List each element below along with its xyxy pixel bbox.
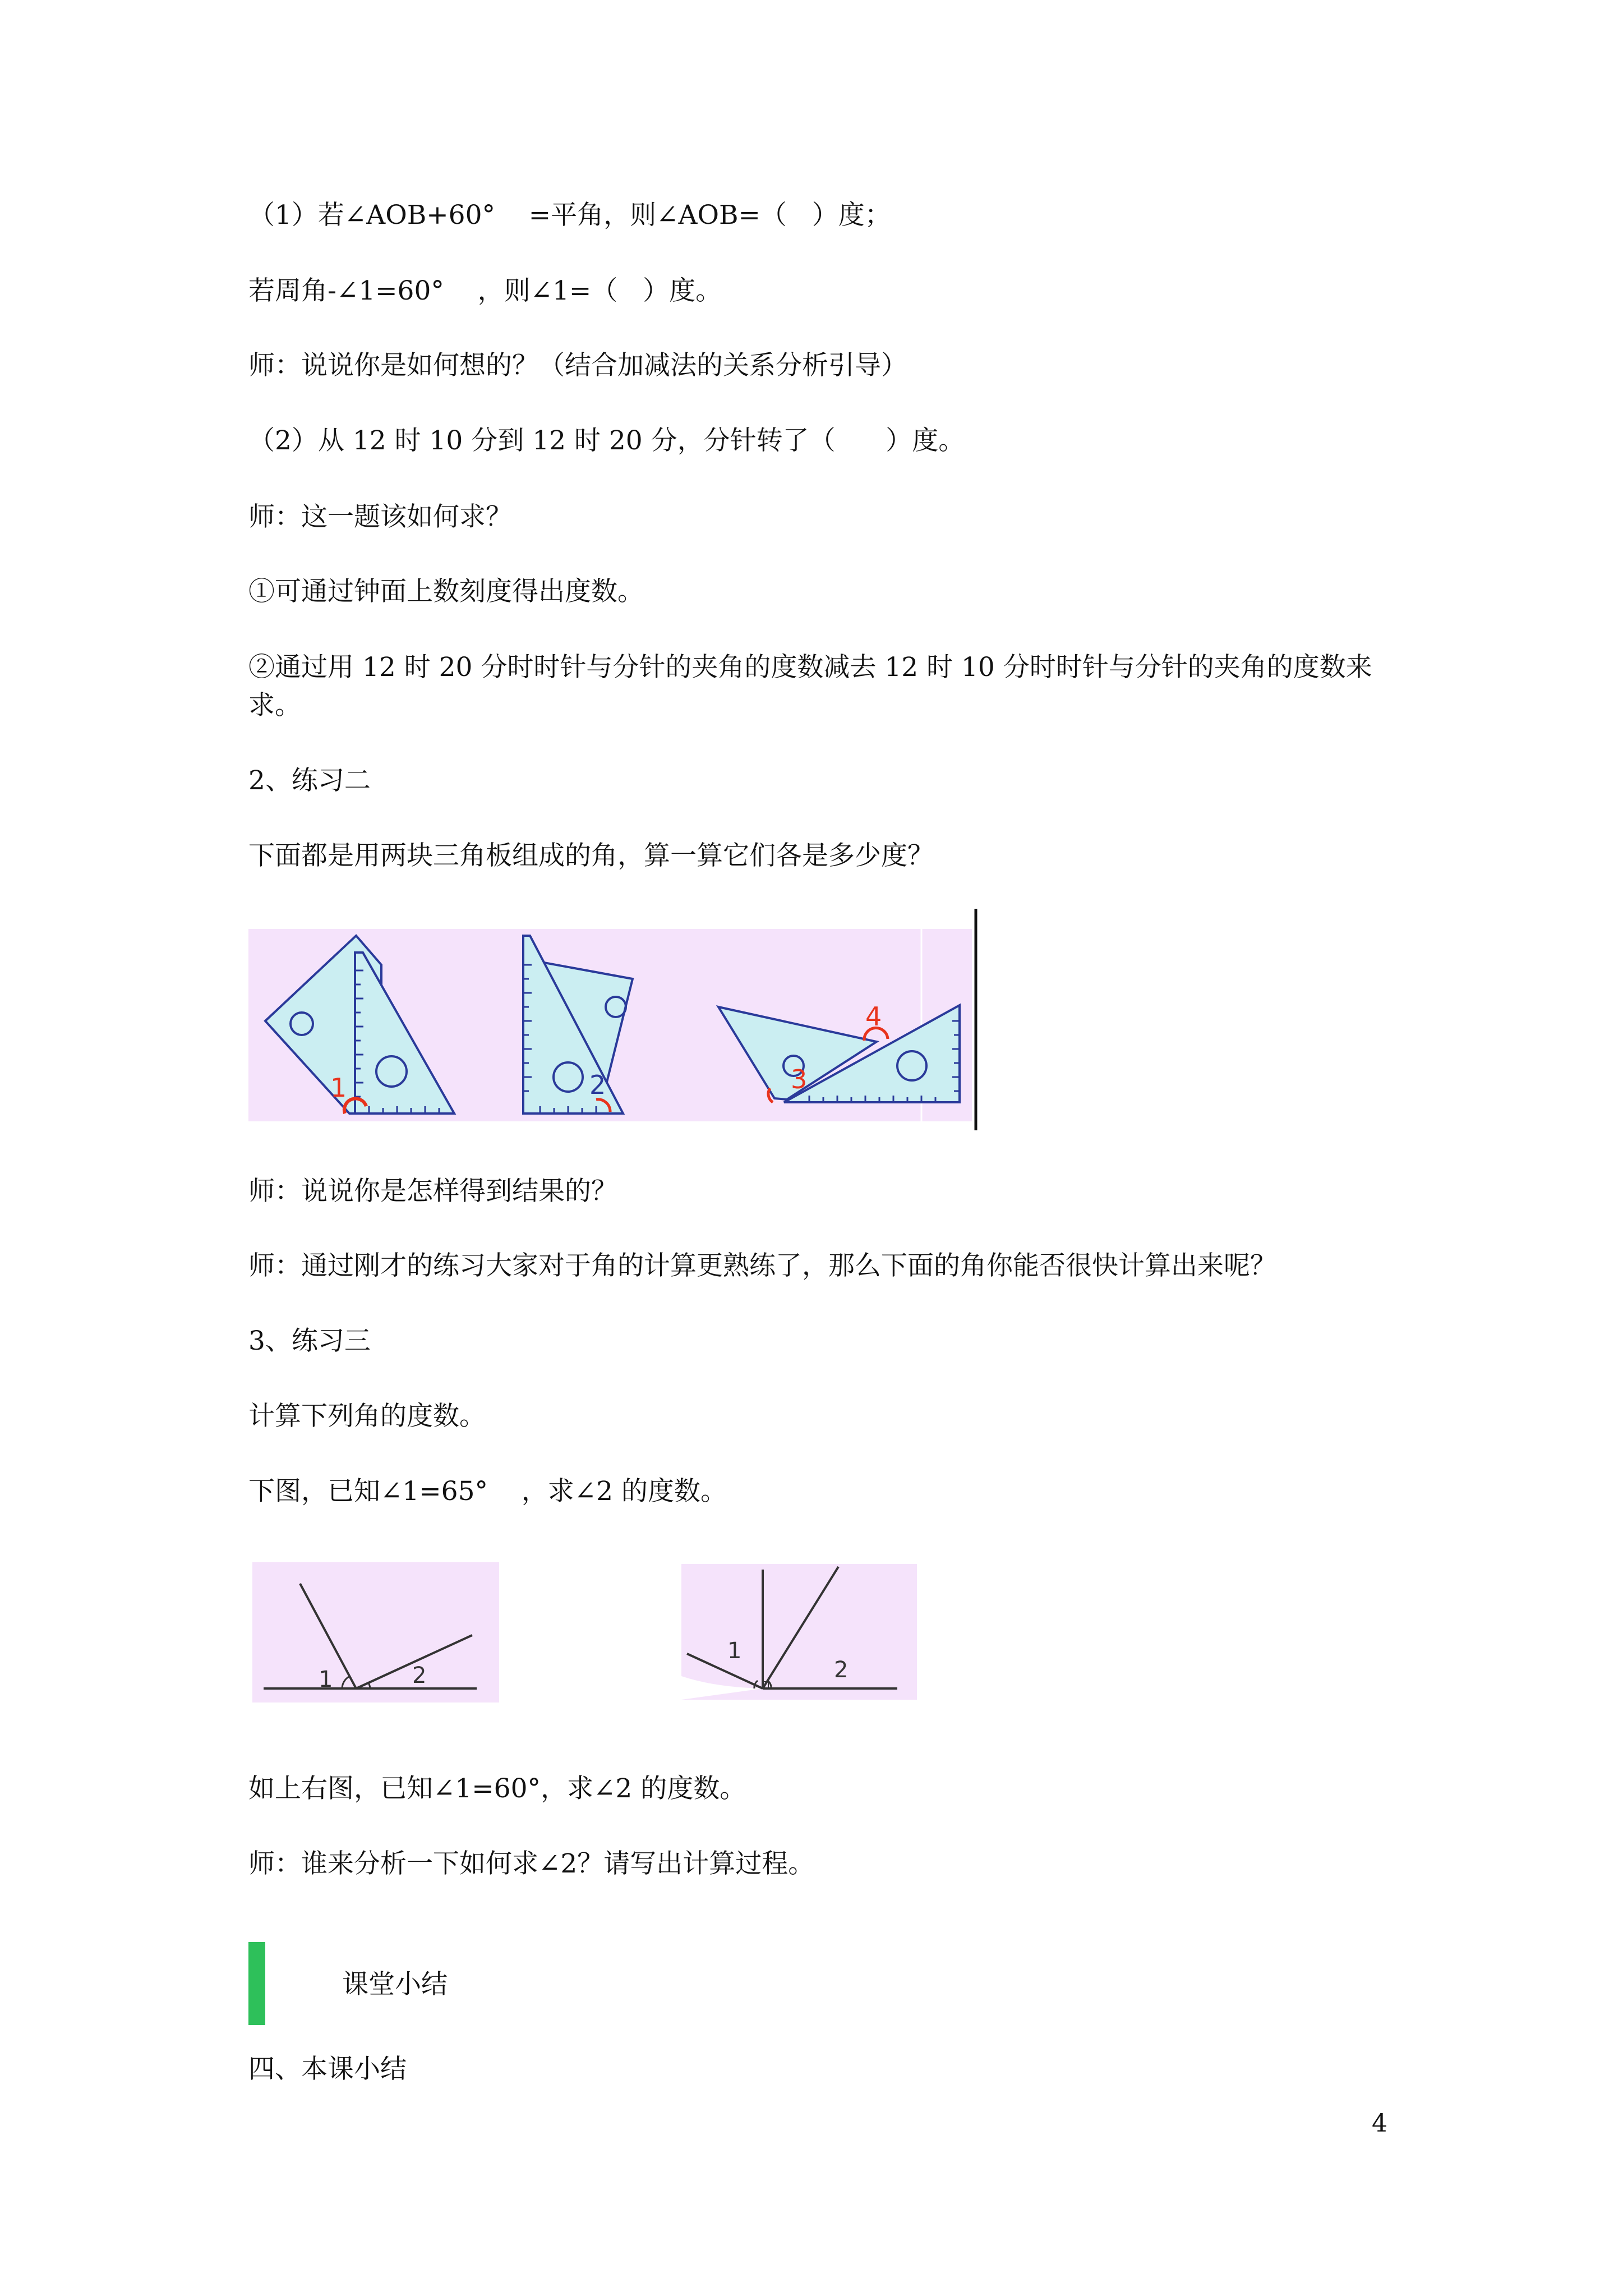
exercise-3-title: 3、练习三 bbox=[248, 1326, 371, 1356]
exercise-2-title: 2、练习二 bbox=[248, 765, 371, 796]
set-square-figure bbox=[248, 909, 989, 1133]
section-marker-bar bbox=[248, 1942, 265, 2025]
method-2: ②通过用 12 时 20 分时时针与分针的夹角的度数减去 12 时 10 分时时针与分针的夹角的度数来求。 bbox=[248, 652, 1372, 721]
teacher-prompt-5: 师：谁来分析一下如何求∠2？请写出计算过程。 bbox=[248, 1848, 815, 1879]
angle-label-1: 1 bbox=[330, 1073, 347, 1103]
question-2: （2）从 12 时 10 分到 12 时 20 分，分针转了（ ）度。 bbox=[248, 425, 965, 456]
teacher-prompt-2: 师：这一题该如何求？ bbox=[248, 501, 512, 532]
teacher-prompt-4: 师：通过刚才的练习大家对于角的计算更熟练了，那么下面的角你能否很快计算出来呢？ bbox=[248, 1250, 1276, 1281]
section-label: 课堂小结 bbox=[342, 1969, 448, 2000]
exercise-2-description: 下面都是用两块三角板组成的角，算一算它们各是多少度？ bbox=[248, 840, 934, 871]
angle-figure-right bbox=[681, 1564, 917, 1700]
teacher-prompt-1: 师：说说你是如何想的？（结合加减法的关系分析引导） bbox=[248, 350, 907, 381]
angle-left-label-2: 2 bbox=[412, 1663, 427, 1688]
page-number: 4 bbox=[1372, 2109, 1387, 2138]
exercise-3-question-1: 下图，已知∠1=65° ，求∠2 的度数。 bbox=[248, 1476, 727, 1507]
method-1: ①可通过钟面上数刻度得出度数。 bbox=[248, 576, 644, 607]
exercise-3-question-2: 如上右图，已知∠1=60°，求∠2 的度数。 bbox=[248, 1773, 746, 1804]
angle-label-2: 2 bbox=[589, 1070, 606, 1100]
question-1a: （1）若∠AOB+60° =平角，则∠AOB=（ ）度； bbox=[248, 200, 891, 231]
question-1b: 若周角-∠1=60° ，则∠1=（ ）度。 bbox=[248, 275, 722, 306]
exercise-3-description: 计算下列角的度数。 bbox=[248, 1401, 486, 1432]
angle-label-3: 3 bbox=[791, 1064, 808, 1094]
angle-label-4: 4 bbox=[865, 1001, 882, 1032]
summary-heading: 四、本课小结 bbox=[248, 2054, 407, 2085]
angle-right-label-2: 2 bbox=[834, 1657, 849, 1683]
teacher-prompt-3: 师：说说你是怎样得到结果的？ bbox=[248, 1176, 617, 1207]
angle-right-label-1: 1 bbox=[727, 1638, 742, 1664]
angle-left-label-1: 1 bbox=[319, 1667, 333, 1692]
angle-figure-left bbox=[252, 1562, 499, 1703]
